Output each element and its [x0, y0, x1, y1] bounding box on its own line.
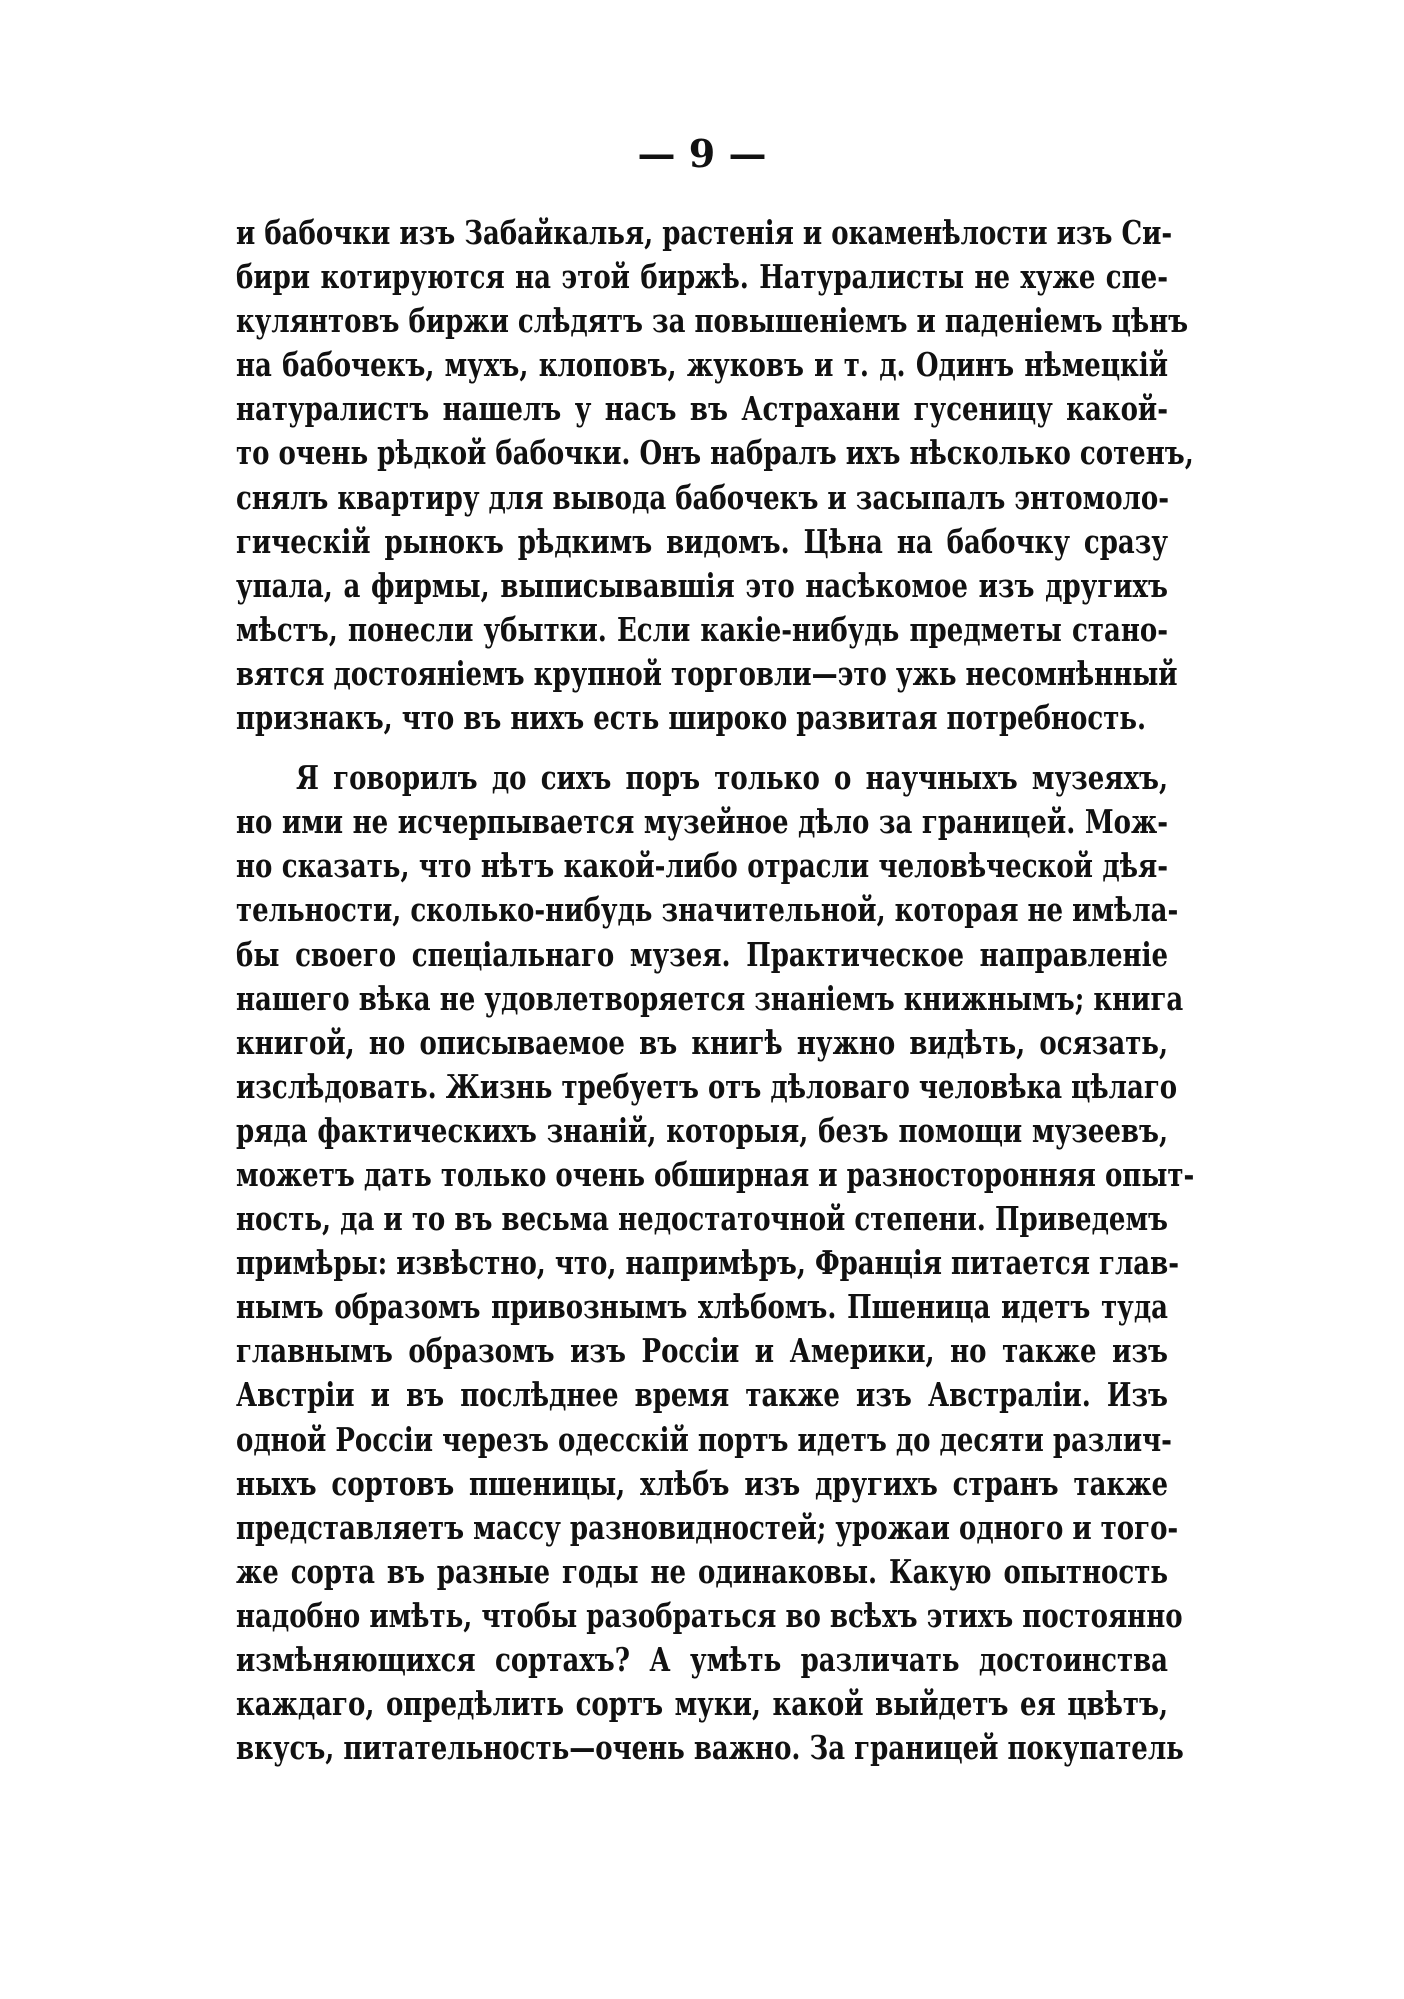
- text-line: вкусъ, питательность—очень важно. За границей покупатель: [236, 1730, 1184, 1768]
- text-line: гическій рынокъ рѣдкимъ видомъ. Цѣна на бабочку сразу: [236, 523, 1168, 562]
- text-line: примѣры: извѣстно, что, напримѣръ, Франція питается глав-: [236, 1245, 1179, 1283]
- text-line: признакъ, что въ нихъ есть широко развитая потребность.: [236, 700, 1147, 738]
- text-line: бы своего спеціальнаго музея. Практическое направленіе: [236, 936, 1168, 975]
- text-line: то очень рѣдкой бабочки. Онъ набралъ ихъ нѣсколько сотенъ,: [236, 435, 1194, 474]
- text-line: упала, а фирмы, выписывавшія это насѣкомое изъ другихъ: [236, 567, 1168, 606]
- text-line: натуралистъ нашелъ у насъ въ Астрахани гусеницу какой-: [236, 391, 1168, 430]
- text-line: же сорта въ разные годы не одинаковы. Какую опытность: [236, 1554, 1168, 1592]
- text-line: ность, да и то въ весьма недостаточной степени. Приведемъ: [236, 1201, 1168, 1239]
- text-line: снялъ квартиру для вывода бабочекъ и засыпалъ энтомоло-: [236, 479, 1170, 518]
- text-line: нашего вѣка не удовлетворяется знаніемъ книжнымъ; книга: [236, 980, 1184, 1019]
- text-line: кулянтовъ биржи слѣдятъ за повышеніемъ и паденіемъ цѣнъ: [236, 303, 1189, 341]
- text-line: Я говорилъ до сихъ поръ только о научныхъ музеяхъ,: [296, 760, 1168, 798]
- text-line: ряда фактическихъ знаній, которыя, безъ помощи музеевъ,: [236, 1113, 1168, 1151]
- text-line: Австріи и въ послѣднее время также изъ Австраліи. Изъ: [236, 1377, 1168, 1416]
- paragraph-2: [236, 757, 1195, 1771]
- text-line: измѣняющихся сортахъ? А умѣть различать достоинства: [236, 1642, 1168, 1680]
- page-number: — 9 —: [637, 131, 767, 176]
- text-line: но ими не исчерпывается музейное дѣло за границей. Мож-: [236, 804, 1168, 842]
- text-line: тельности, сколько-нибудь значительной, которая не имѣла-: [236, 892, 1179, 931]
- text-line: представляетъ массу разновидностей; урожаи одного и того-: [236, 1509, 1179, 1548]
- text-line: но сказать, что нѣтъ какой-либо отрасли человѣческой дѣя-: [236, 848, 1168, 887]
- text-line: нымъ образомъ привознымъ хлѣбомъ. Пшеница идетъ туда: [236, 1289, 1168, 1327]
- text-line: и бабочки изъ Забайкалья, растенія и окаменѣлости изъ Си-: [236, 215, 1173, 253]
- text-line: одной Россіи черезъ одесскій портъ идетъ до десяти различ-: [236, 1421, 1172, 1460]
- text-line: главнымъ образомъ изъ Россіи и Америки, но также изъ: [236, 1333, 1168, 1372]
- paragraph-1: [236, 212, 1194, 741]
- text-line: надобно имѣть, чтобы разобраться во всѣхъ этихъ постоянно: [236, 1598, 1183, 1636]
- text-line: на бабочекъ, мухъ, клоповъ, жуковъ и т. д. Одинъ нѣмецкій: [236, 347, 1168, 386]
- text-line: можетъ дать только очень обширная и разносторонняя опыт-: [236, 1157, 1195, 1195]
- text-line: книгой, но описываемое въ книгѣ нужно видѣть, осязать,: [236, 1024, 1168, 1063]
- body-text: [236, 212, 1195, 1771]
- text-line: вятся достояніемъ крупной торговли—это ужь несомнѣнный: [236, 656, 1178, 694]
- text-line: изслѣдовать. Жизнь требуетъ отъ дѣловаго человѣка цѣлаго: [236, 1069, 1178, 1107]
- text-line: мѣстъ, понесли убытки. Если какіе-нибудь предметы стано-: [236, 612, 1168, 650]
- text-line: каждаго, опредѣлить сортъ муки, какой выйдетъ ея цвѣтъ,: [236, 1686, 1168, 1724]
- text-line: ныхъ сортовъ пшеницы, хлѣбъ изъ другихъ странъ также: [236, 1465, 1168, 1504]
- text-line: бири котируются на этой биржѣ. Натуралисты не хуже спе-: [236, 259, 1168, 297]
